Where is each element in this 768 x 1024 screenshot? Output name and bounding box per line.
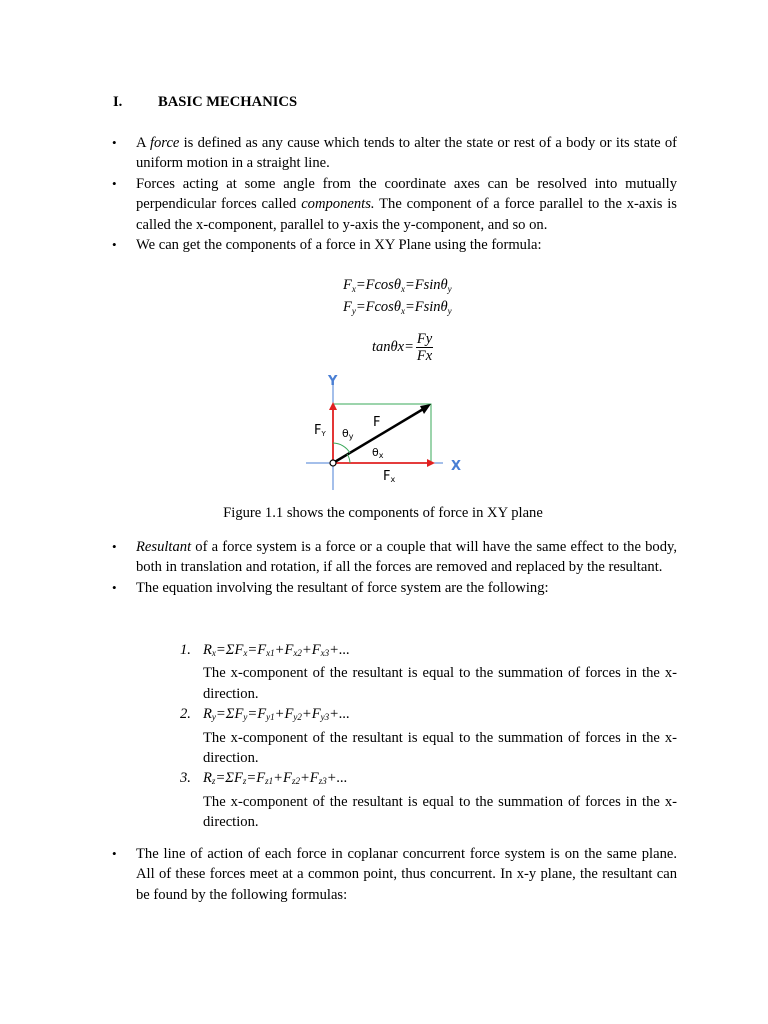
equation-tan: tanθx= $\frac{Fy}{Fx}$ (372, 331, 433, 364)
bullet-text: The component of a force parallel to the x-axis is called the x-component, parallel to y-axis the y-component, and so on. (136, 196, 677, 233)
numbered-item (180, 704, 677, 768)
bullet-dot: • (112, 135, 117, 150)
formula-description: The x-component of the resultant is equal to the summation of forces in the x-direction. (203, 729, 677, 767)
bullet-dot: • (112, 579, 117, 595)
bullet-item (113, 844, 677, 905)
fy-label: FY (314, 423, 326, 438)
resultant-equations-list (180, 640, 677, 833)
theta-x-arc (347, 454, 350, 463)
bullet-text: A (136, 135, 150, 151)
numbered-item (180, 640, 677, 704)
force-arrowhead (420, 404, 431, 414)
bullet-text: The equation involving the resultant of force system are the following: (136, 579, 549, 596)
equation-fy: $F_y=Fcos\theta_x=Fsin\theta_y$ (343, 299, 452, 316)
bullet-item (113, 578, 677, 598)
bullet-item (113, 537, 677, 578)
equation-fx: $F_x=Fcos\theta_x=Fsin\theta_y$ (343, 277, 452, 294)
emphasis-text: Resultant (136, 539, 192, 555)
bullet-item (113, 133, 677, 174)
emphasis-text: force (149, 135, 180, 151)
bullet-dot: • (112, 237, 117, 253)
fy-arrowhead (329, 402, 337, 410)
figure-caption: Figure 1.1 shows the components of force in XY plane (223, 505, 543, 521)
x-axis-label: X (451, 459, 462, 474)
force-label: F (373, 415, 381, 430)
bullet-dot: • (112, 539, 117, 554)
bullet-list-middle (113, 537, 677, 598)
resultant-formula: $R_y=\Sigma F_y=F_{y1}+F_{y2}+F_{y3}+$... (203, 706, 350, 723)
numbered-item (180, 768, 677, 832)
item-number: 3. (180, 770, 191, 787)
bullet-list-bottom (113, 844, 677, 905)
fx-label: Fx (383, 469, 396, 484)
bullet-text: of a force system is a force or a couple that will have the same effect to the body, both in translation and rotation, if all the forces are removed and replaced by the resultant. (136, 539, 677, 576)
bullet-text: The line of action of each force in coplanar concurrent force system is on the same plane. All of these forces meet at a common point, thus concurrent. In x-y plane, the resultant can be found by the following formulas: (136, 846, 677, 903)
bullet-text: is defined as any cause which tends to alter the state or rest of a body or its state of uniform motion in a straight line. (136, 135, 677, 172)
item-number: 1. (180, 642, 191, 658)
item-number: 2. (180, 706, 191, 723)
theta-x-label: θx (372, 446, 384, 460)
emphasis-text: components. (301, 196, 375, 213)
force-components-figure (303, 370, 463, 492)
theta-y-arc (333, 443, 350, 453)
y-axis-label: Y (328, 374, 338, 389)
formula-description: The x-component of the resultant is equal to the summation of forces in the x-direction. (203, 665, 677, 702)
section-number: I. (113, 94, 123, 110)
resultant-formula: $R_x=\Sigma F_x=F_{x1}+F_{x2}+F_{x3}+$... (203, 642, 350, 658)
bullet-dot: • (112, 846, 117, 861)
section-title: BASIC MECHANICS (158, 94, 298, 110)
bullet-text: Forces acting at some angle from the coordinate axes can be resolved into mutually perpendicular forces called (136, 175, 677, 213)
bullet-item (113, 235, 677, 255)
resultant-formula: $R_z=\Sigma F_z=F_{z1}+F_{z2}+F_{z3}+$... (203, 770, 348, 787)
bullet-dot: • (112, 175, 117, 191)
formula-description: The x-component of the resultant is equal to the summation of forces in the x-direction. (203, 793, 677, 831)
theta-y-label: θy (342, 427, 354, 441)
bullet-item (113, 174, 677, 235)
bullet-text: We can get the components of a force in XY Plane using the formula: (136, 237, 542, 254)
fraction: $\frac{Fy}{Fx}$ (416, 331, 433, 364)
bullet-list-top (113, 133, 677, 255)
origin-point (330, 460, 336, 466)
